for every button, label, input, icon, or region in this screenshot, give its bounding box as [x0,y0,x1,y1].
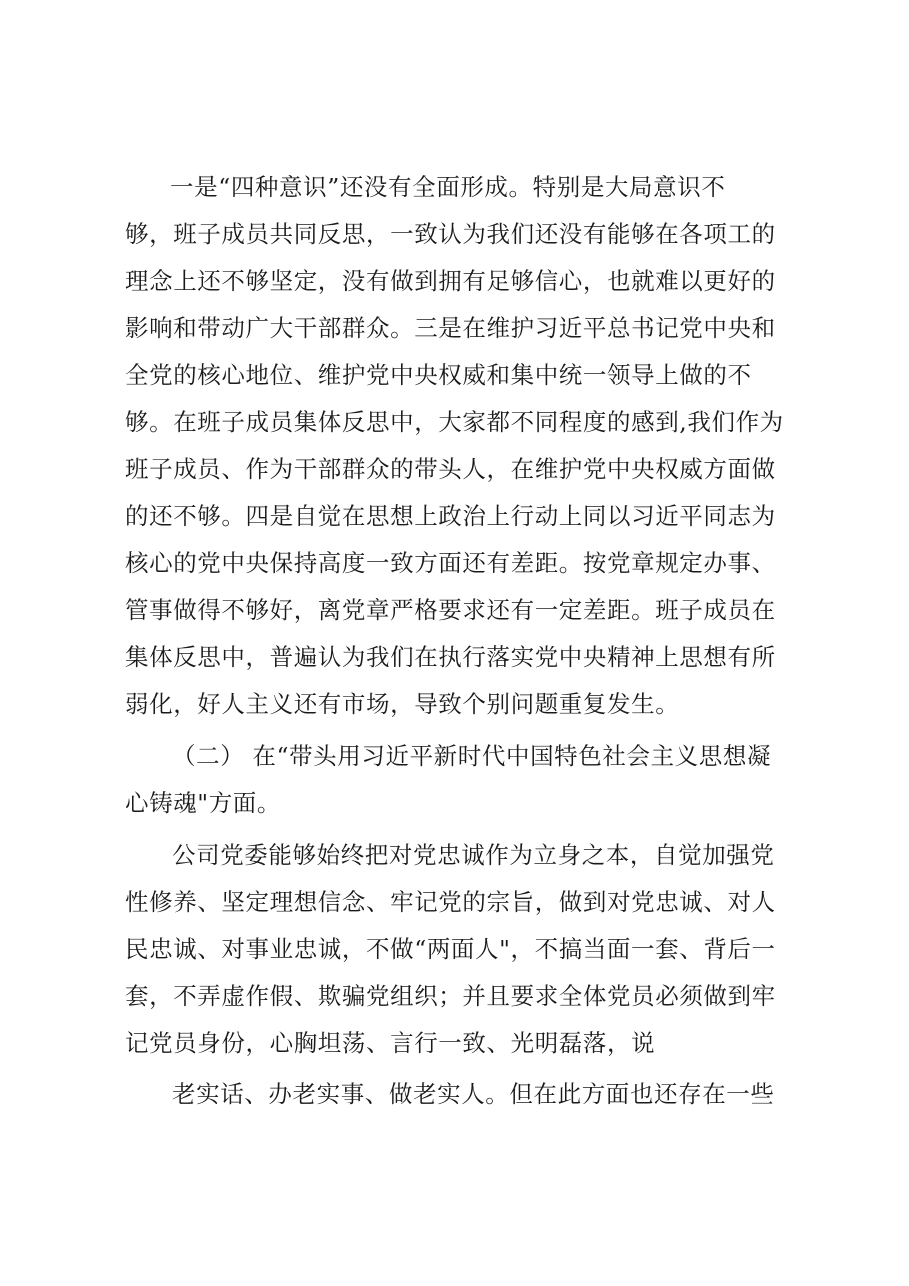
paragraph-line: 集体反思中，普遍认为我们在执行落实党中央精神上思想有所 [125,643,776,671]
paragraph-line: 全党的核心地位、维护党中央权威和集中统一领导上做的不 [125,361,752,389]
paragraph-line: 弱化，好人主义还有市场，导致个别问题重复发生。 [125,690,680,718]
paragraph-line: 核心的党中央保持高度一致方面还有差距。按党章规定办事、 [125,549,776,577]
paragraph-line: 够，班子成员共同反思，一致认为我们还没有能够在各项工的 [125,220,776,248]
paragraph-line: 民忠诚、对事业忠诚，不做“两面人"，不搞当面一套、背后一 [125,935,776,963]
paragraph-line: 一是“四种意识”还没有全面形成。特别是大局意识不 [170,173,726,201]
paragraph-line: 班子成员、作为干部群众的带头人，在维护党中央权威方面做 [125,455,776,483]
paragraph-line: 的还不够。四是自觉在思想上政治上行动上同以习近平同志为 [125,502,776,530]
paragraph-line: 够。在班子成员集体反思中，大家都不同程度的感到,我们作为 [125,408,784,436]
paragraph-line: 理念上还不够坚定，没有做到拥有足够信心，也就难以更好的 [125,267,776,295]
paragraph-line: 记党员身份，心胸坦荡、言行一致、光明磊落，说 [125,1029,656,1057]
section-heading-line: （二） 在“带头用习近平新时代中国特色社会主义思想凝 [172,742,772,770]
section-heading-line: 心铸魂"方面。 [125,789,282,817]
paragraph-line: 性修养、坚定理想信念、牢记党的宗旨，做到对党忠诚、对人 [125,888,776,916]
paragraph-line: 老实话、办老实事、做老实人。但在此方面也还存在一些 [172,1080,775,1108]
paragraph-line: 影响和带动广大干部群众。三是在维护习近平总书记党中央和 [125,314,776,342]
paragraph-line: 管事做得不够好，离党章严格要求还有一定差距。班子成员在 [125,596,776,624]
paragraph-line: 套，不弄虚作假、欺骗党组织；并且要求全体党员必须做到牢 [125,982,776,1010]
paragraph-line: 公司党委能够始终把对党忠诚作为立身之本，自觉加强党 [172,841,775,869]
